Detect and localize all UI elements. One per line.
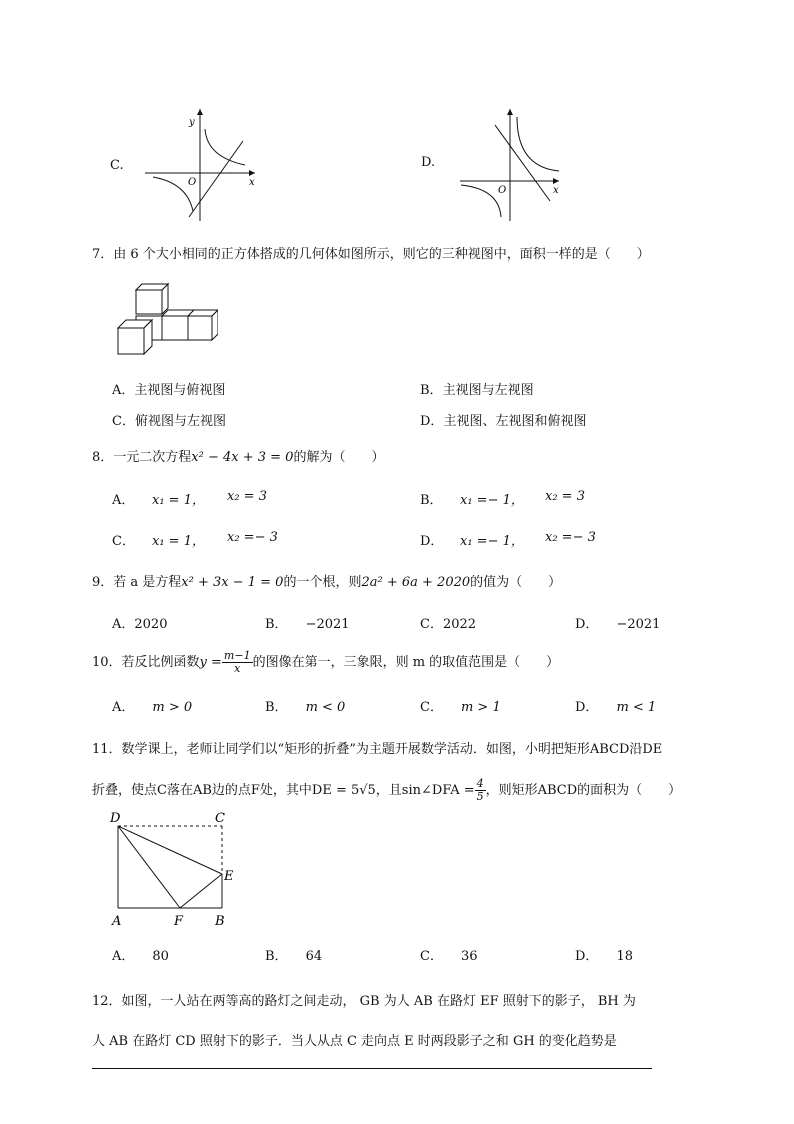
q6-graph-d <box>455 105 565 223</box>
q7-option-a[interactable]: A．主视图与俯视图 <box>112 383 226 398</box>
q6-graph-c-x-label: x <box>249 177 255 188</box>
q10-option-a[interactable]: A． m > 0 <box>112 700 193 715</box>
q11-line1: 11．数学课上，老师让同学们以“矩形的折叠”为主题开展数学活动．如图，小明把矩形ABCD沿DE <box>92 742 663 757</box>
q11-option-d[interactable]: D． 18 <box>575 949 633 964</box>
q6-graph-c-origin: O <box>188 177 197 188</box>
q6-graph-c-y-label: y <box>189 117 195 128</box>
q11-line2: 折叠，使点C落在AB边的点F处，其中DE = 5√5，且sin∠DFA = $\frac{4}{5}$ ，则矩形ABCD的面积为（ ） <box>92 777 682 803</box>
q10-fraction: $\frac{m-1}{x}$ <box>223 649 251 675</box>
q11-label-f: F <box>174 914 184 929</box>
q12-line2: 人 AB 在路灯 CD 照射下的影子．当人从点 C 走向点 E 时两段影子之和 GH 的变化趋势是 <box>92 1034 617 1049</box>
q8-equation: x² − 4x + 3 = 0 <box>191 450 294 465</box>
q8-stem: 8．一元二次方程x² − 4x + 3 = 0的解为（ ） <box>92 450 385 465</box>
q8-option-d[interactable]: D． x₁ =− 1， x₂ =− 3 <box>420 530 596 549</box>
q11-label-b: B <box>215 914 225 929</box>
q9-option-c[interactable]: C．2022 <box>420 617 477 632</box>
q7-option-d[interactable]: D．主视图、左视图和俯视图 <box>420 414 587 429</box>
q10-stem: 10．若反比例函数y = $\frac{m-1}{x}$ 的图像在第一，三象限，则 m 的取值范围是（ ） <box>92 649 560 675</box>
q11-option-a[interactable]: A． 80 <box>112 949 169 964</box>
q11-fraction: $\frac{4}{5}$ <box>476 777 484 803</box>
q11-option-b[interactable]: B． 64 <box>265 949 323 964</box>
q12-line1: 12．如图，一人站在两等高的路灯之间走动， GB 为人 AB 在路灯 EF 照射下的影子， BH 为 <box>92 994 636 1009</box>
q9-stem: 9．若 a 是方程x² + 3x − 1 = 0的一个根，则2a² + 6a + 2020的值为（ ） <box>92 575 562 590</box>
q7-stem: 7．由 6 个大小相同的正方体搭成的几何体如图所示，则它的三种视图中，面积一样的是（ ） <box>92 247 650 262</box>
q8-option-a[interactable]: A． x₁ = 1， x₂ = 3 <box>112 489 267 508</box>
q6-graph-c <box>145 105 265 223</box>
q10-option-b[interactable]: B． m < 0 <box>265 700 346 715</box>
q6-graph-d-origin: O <box>498 185 507 196</box>
q10-option-c[interactable]: C． m > 1 <box>420 700 501 715</box>
q8-option-c[interactable]: C． x₁ = 1， x₂ =− 3 <box>112 530 278 549</box>
q6-graph-d-x-label: x <box>553 185 559 196</box>
q11-label-d: D <box>110 811 121 826</box>
q7-cube-figure <box>114 282 218 358</box>
q9-option-a[interactable]: A．2020 <box>112 617 168 632</box>
q10-option-d[interactable]: D． m < 1 <box>575 700 657 715</box>
q11-label-c: C <box>215 811 225 826</box>
answer-blank-line <box>92 1068 652 1069</box>
q9-option-d[interactable]: D． −2021 <box>575 617 661 632</box>
q6-option-c-label: C. <box>110 158 124 173</box>
q9-option-b[interactable]: B． −2021 <box>265 617 350 632</box>
q8-option-b[interactable]: B． x₁ =− 1， x₂ = 3 <box>420 489 585 508</box>
q11-label-a: A <box>112 914 122 929</box>
q6-option-d-label: D. <box>421 155 436 170</box>
q11-option-c[interactable]: C． 36 <box>420 949 478 964</box>
q11-label-e: E <box>224 869 234 884</box>
q7-option-b[interactable]: B．主视图与左视图 <box>420 383 534 398</box>
q7-option-c[interactable]: C．俯视图与左视图 <box>112 414 226 429</box>
q11-rectangle-figure <box>104 808 244 930</box>
